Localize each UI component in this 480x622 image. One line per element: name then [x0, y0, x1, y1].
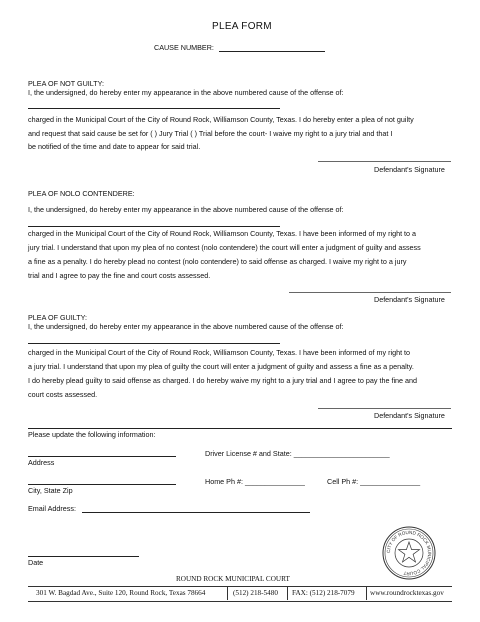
home-phone-field[interactable]: Home Ph #: _______________ [205, 477, 305, 486]
nolo-text-1: charged in the Municipal Court of the City of Round Rock, Williamson County, Texas. I have been informed of my right to a [28, 229, 417, 238]
footer-website-link[interactable]: www.roundrocktexas.gov [370, 589, 444, 597]
form-title: PLEA FORM [212, 21, 272, 32]
guilty-signature-line[interactable] [318, 408, 451, 409]
guilty-text-3: I do hereby plead guilty to said offense as charged. I do hereby waive my right to a jury trial and I agree to pay the fine and [28, 376, 418, 385]
not-guilty-text-1: charged in the Municipal Court of the City of Round Rock, Williamson County, Texas. I do hereby enter a plea of not guilty [28, 115, 414, 124]
nolo-signature-label: Defendant's Signature [374, 295, 445, 304]
nolo-signature-line[interactable] [289, 292, 451, 293]
footer-court-name: ROUND ROCK MUNICIPAL COURT [176, 575, 290, 583]
email-field[interactable] [82, 512, 310, 513]
cause-number-field[interactable] [219, 51, 325, 52]
guilty-heading: PLEA OF GUILTY: [28, 313, 87, 322]
nolo-intro: I, the undersigned, do hereby enter my appearance in the above numbered cause of the offense of: [28, 205, 344, 214]
cell-phone-field[interactable]: Cell Ph #: _______________ [327, 477, 421, 486]
section-divider [28, 428, 452, 429]
license-field[interactable]: Driver License # and State: ________________________ [205, 449, 390, 458]
email-label: Email Address: [28, 504, 76, 513]
nolo-offense-field[interactable] [28, 226, 280, 227]
not-guilty-text-2: and request that said cause be set for ( ) Jury Trial ( ) Trial before the court- I waive my right to a jury trial and that I [28, 129, 393, 138]
guilty-signature-label: Defendant's Signature [374, 411, 445, 420]
footer-divider [227, 586, 228, 600]
address-field[interactable] [28, 456, 176, 457]
footer-fax: FAX: (512) 218-7079 [292, 589, 355, 597]
court-seal-icon [381, 525, 437, 581]
footer-address: 301 W. Bagdad Ave., Suite 120, Round Rock, Texas 78664 [36, 589, 206, 597]
not-guilty-intro: I, the undersigned, do hereby enter my appearance in the above numbered cause of the offense of: [28, 88, 344, 97]
not-guilty-heading: PLEA OF NOT GUILTY: [28, 79, 105, 88]
guilty-intro: I, the undersigned, do hereby enter my appearance in the above numbered cause of the offense of: [28, 322, 344, 331]
guilty-offense-field[interactable] [28, 343, 280, 344]
date-label: Date [28, 558, 44, 567]
nolo-text-4: trial and I agree to pay the fine and court costs assessed. [28, 271, 211, 280]
date-field[interactable] [28, 556, 139, 557]
cause-number-label: CAUSE NUMBER: [154, 43, 214, 52]
nolo-heading: PLEA OF NOLO CONTENDERE: [28, 189, 135, 198]
nolo-text-3: a fine as a penalty. I do hereby plead no contest (nolo contendere) to said offense as charged. I waive my right to a jury [28, 257, 407, 266]
address-label: Address [28, 458, 55, 467]
nolo-text-2: jury trial. I understand that upon my plea of no contest (nolo contendere) the court will enter a judgment of guilty and assess [28, 243, 421, 252]
svg-text:CITY OF ROUND ROCK MUNICIPAL C: CITY OF ROUND ROCK MUNICIPAL COURT [385, 529, 433, 577]
city-state-zip-field[interactable] [28, 484, 176, 485]
not-guilty-text-3: be notified of the time and date to appear for said trial. [28, 142, 201, 151]
footer-divider [366, 586, 367, 600]
footer-phone: (512) 218-5480 [233, 589, 278, 597]
city-state-zip-label: City, State Zip [28, 486, 73, 495]
footer-divider [287, 586, 288, 600]
update-heading: Please update the following information: [28, 430, 156, 439]
guilty-text-1: charged in the Municipal Court of the City of Round Rock, Williamson County, Texas. I have been informed of my right to [28, 348, 411, 357]
guilty-text-2: a jury trial. I understand that upon my plea of guilty the court will enter a judgment of guilty and assess a fine as a penalty. [28, 362, 414, 371]
not-guilty-signature-line[interactable] [318, 161, 451, 162]
not-guilty-signature-label: Defendant's Signature [374, 165, 445, 174]
guilty-text-4: court costs assessed. [28, 390, 98, 399]
not-guilty-offense-field[interactable] [28, 108, 280, 109]
